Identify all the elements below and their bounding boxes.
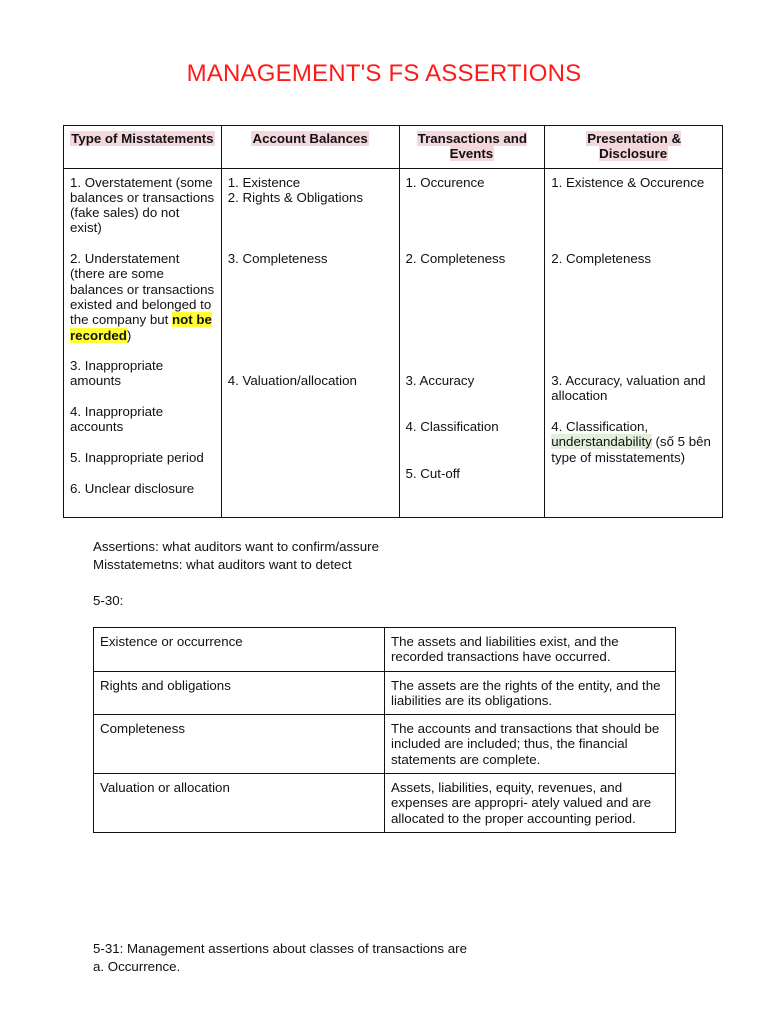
transaction-2: 2. Completeness (405, 250, 506, 266)
header-transactions-and-events: Transactions and Events (399, 126, 545, 169)
assertion-definition: The assets and liabilities exist, and the recorded transactions have occurred. (385, 628, 676, 672)
presentation-3: 3. Accuracy, valuation and allocation (551, 373, 706, 404)
table-row (94, 715, 676, 774)
misstatement-4: 4. Inappropriate accounts (70, 404, 164, 435)
table-row (94, 671, 676, 715)
highlight-understandability: understandability (551, 434, 652, 450)
misstatement-3: 3. Inappropriate amounts (70, 358, 164, 389)
assertions-table (63, 125, 723, 518)
account-balance-1: 1. Existence (227, 174, 301, 190)
assertion-definition: The assets are the rights of the entity, and the liabilities are its obligations. (385, 671, 676, 715)
misstatement-1: 1. Overstatement (some balances or transactions (fake sales) do not exist) (70, 174, 215, 236)
account-balance-2: 2. Rights & Obligations (227, 189, 364, 205)
transaction-4: 4. Classification (405, 419, 499, 435)
note-misstatements: Misstatemetns: what auditors want to detect (93, 557, 352, 572)
account-balance-3: 3. Completeness (227, 251, 328, 267)
transaction-1: 1. Occurence (405, 174, 485, 190)
assertion-definition: The accounts and transactions that should be included are included; thus, the financial statements are complete. (385, 715, 676, 774)
note-assertions: Assertions: what auditors want to confirm/assure (93, 539, 380, 554)
presentation-2: 2. Completeness (551, 250, 652, 266)
account-balances-cell (221, 168, 399, 517)
table-row (94, 774, 676, 833)
section-5-30-heading: 5-30: (93, 593, 124, 608)
page-title: MANAGEMENT'S FS ASSERTIONS (186, 60, 582, 87)
assertion-term: Valuation or allocation (94, 774, 385, 833)
misstatement-2: 2. Understatement (there are some balances or transactions existed and belonged to the company but not be recorded) (70, 251, 215, 343)
account-balance-4: 4. Valuation/allocation (227, 373, 357, 389)
assertion-definitions-table (93, 627, 676, 833)
transaction-5: 5. Cut-off (405, 465, 460, 481)
table-row (94, 628, 676, 672)
section-5-31-question: 5-31: Management assertions about classes of transactions are (93, 941, 467, 956)
transaction-3: 3. Accuracy (405, 373, 475, 389)
misstatement-6: 6. Unclear disclosure (70, 480, 195, 496)
assertions-header-row (64, 126, 723, 169)
highlight-not-be-recorded: not be recorded (70, 312, 212, 343)
misstatements-cell (64, 168, 222, 517)
assertion-term: Existence or occurrence (94, 628, 385, 672)
misstatement-5: 5. Inappropriate period (70, 449, 204, 465)
presentation-4: 4. Classification, understandability (số 5 bên type of misstatements) (551, 419, 711, 465)
assertion-term: Rights and obligations (94, 671, 385, 715)
section-5-31-answer: a. Occurrence. (93, 959, 181, 974)
assertions-body-row (64, 168, 723, 517)
assertion-term: Completeness (94, 715, 385, 774)
presentation-cell (545, 168, 723, 517)
assertion-definition: Assets, liabilities, equity, revenues, and expenses are appropri- ately valued and are allocated to the proper accounting period. (385, 774, 676, 833)
transactions-cell (399, 168, 545, 517)
presentation-1: 1. Existence & Occurence (551, 174, 705, 190)
header-presentation-disclosure: Presentation & Disclosure (545, 126, 723, 169)
header-account-balances: Account Balances (221, 126, 399, 169)
header-type-of-misstatements: Type of Misstatements (64, 126, 222, 169)
